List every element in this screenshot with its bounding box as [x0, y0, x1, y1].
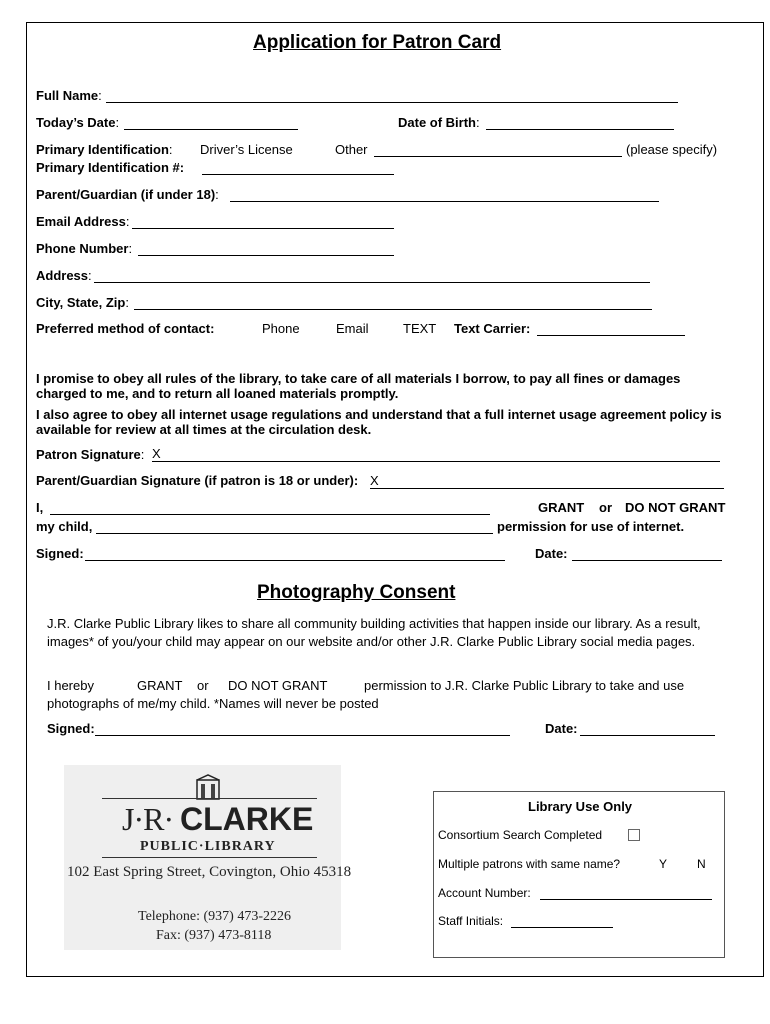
id-drivers-license-option[interactable]: Driver’s License — [200, 142, 293, 157]
photo-grant-option[interactable]: GRANT — [137, 678, 183, 693]
id-other-field[interactable] — [374, 156, 622, 157]
logo-name-clarke: CLARKE — [180, 801, 314, 837]
photo-consent-body: J.R. Clarke Public Library likes to share all community building activities that happen inside our library. As a result, images* of you/your child may appear on our website and/or other J.R. Clarke Public Library social media pages. — [47, 616, 701, 649]
date-label: Date: — [535, 546, 568, 561]
consortium-label: Consortium Search Completed — [438, 828, 603, 842]
email-field[interactable] — [132, 228, 394, 229]
library-logo — [64, 765, 352, 950]
contact-phone-option[interactable]: Phone — [262, 321, 300, 336]
staff-initials-label: Staff Initials: — [438, 914, 504, 928]
photo-date-label: Date: — [545, 721, 578, 736]
contact-method-label: Preferred method of contact: — [36, 321, 215, 336]
id-other-option[interactable]: Other — [335, 142, 368, 157]
internet-parent-name-field[interactable] — [50, 514, 490, 515]
photo-date-field[interactable] — [580, 735, 715, 736]
parent-signature-field[interactable] — [370, 488, 724, 489]
photo-signed-label: Signed: — [47, 721, 95, 736]
photo-or-text: or — [197, 678, 209, 693]
internet-my-child-label: my child, — [36, 519, 93, 534]
patron-signature-field[interactable] — [152, 461, 720, 462]
patron-signature-x: X — [152, 446, 161, 461]
todays-date-field[interactable] — [124, 129, 298, 130]
dob-field[interactable] — [486, 129, 674, 130]
library-use-only-title: Library Use Only — [528, 799, 633, 814]
address-field[interactable] — [94, 282, 650, 283]
photo-permission-text-2: photographs of me/my child. *Names will never be posted — [47, 696, 379, 711]
id-specify-note: (please specify) — [626, 142, 718, 157]
staff-initials-field[interactable] — [511, 927, 613, 928]
parent-signature-label: Parent/Guardian Signature (if patron is 18 or under): — [36, 473, 359, 488]
contact-email-option[interactable]: Email — [336, 321, 369, 336]
internet-or-text: or — [599, 500, 612, 515]
rules-promise-text: I promise to obey all rules of the library, to take care of all materials I borrow, to pay all fines or damages charged to me, and to return all loaned materials promptly. — [36, 371, 681, 401]
library-use-only-box — [433, 791, 725, 958]
date-field[interactable] — [572, 560, 722, 561]
text-carrier-label: Text Carrier: — [454, 321, 531, 336]
account-number-field[interactable] — [540, 899, 712, 900]
parent-label: Parent/Guardian (if under 18): — [36, 187, 219, 202]
parent-field[interactable] — [230, 201, 659, 202]
building-icon — [195, 774, 221, 800]
primary-id-number-label: Primary Identification #: — [36, 160, 185, 175]
phone-label: Phone Number: — [36, 241, 133, 256]
page-title: Application for Patron Card — [253, 32, 502, 53]
dob-label: Date of Birth: — [398, 115, 480, 130]
parent-signature-x: X — [370, 473, 379, 488]
photo-hereby-text: I hereby — [47, 678, 94, 693]
primary-id-label: Primary Identification: — [36, 142, 173, 157]
internet-permission-text: permission for use of internet. — [497, 519, 685, 534]
internet-agreement-text: I also agree to obey all internet usage regulations and understand that a full internet usage agreement policy is available for review at all times at the circulation desk. — [36, 407, 722, 437]
photo-permission-text: permission to J.R. Clarke Public Library to take and use — [364, 678, 685, 693]
primary-id-number-field[interactable] — [202, 174, 394, 175]
phone-field[interactable] — [138, 255, 394, 256]
address-label: Address: — [36, 268, 92, 283]
contact-text-option[interactable]: TEXT — [403, 321, 437, 336]
city-state-zip-field[interactable] — [134, 309, 652, 310]
logo-name-jr: J·R· — [122, 801, 174, 837]
multiple-patrons-yes[interactable]: Y — [659, 857, 668, 871]
logo-rule — [102, 798, 317, 799]
email-label: Email Address: — [36, 214, 130, 229]
text-carrier-field[interactable] — [537, 335, 685, 336]
logo-address: 102 East Spring Street, Covington, Ohio 45318 — [67, 864, 352, 880]
internet-child-name-field[interactable] — [96, 533, 493, 534]
multiple-patrons-label: Multiple patrons with same name? — [438, 857, 621, 871]
photo-do-not-grant-option[interactable]: DO NOT GRANT — [228, 678, 328, 693]
signed-label: Signed: — [36, 546, 84, 561]
internet-do-not-grant-option[interactable]: DO NOT GRANT — [625, 500, 726, 515]
internet-grant-option[interactable]: GRANT — [538, 500, 585, 515]
internet-i-label: I, — [36, 500, 44, 515]
logo-subtitle: PUBLIC·LIBRARY — [140, 839, 276, 854]
signed-field[interactable] — [85, 560, 505, 561]
full-name-label: Full Name: — [36, 88, 102, 103]
logo-telephone: Telephone: (937) 473-2226 — [138, 909, 291, 924]
logo-fax: Fax: (937) 473-8118 — [156, 928, 272, 943]
multiple-patrons-no[interactable]: N — [697, 857, 706, 871]
consortium-checkbox[interactable] — [628, 829, 640, 841]
full-name-field[interactable] — [106, 102, 678, 103]
account-number-label: Account Number: — [438, 886, 531, 900]
patron-signature-label: Patron Signature: — [36, 447, 145, 462]
photo-signed-field[interactable] — [95, 735, 510, 736]
todays-date-label: Today’s Date: — [36, 115, 120, 130]
logo-rule-2 — [102, 857, 317, 858]
city-state-zip-label: City, State, Zip: — [36, 295, 129, 310]
photo-consent-title: Photography Consent — [257, 582, 456, 603]
